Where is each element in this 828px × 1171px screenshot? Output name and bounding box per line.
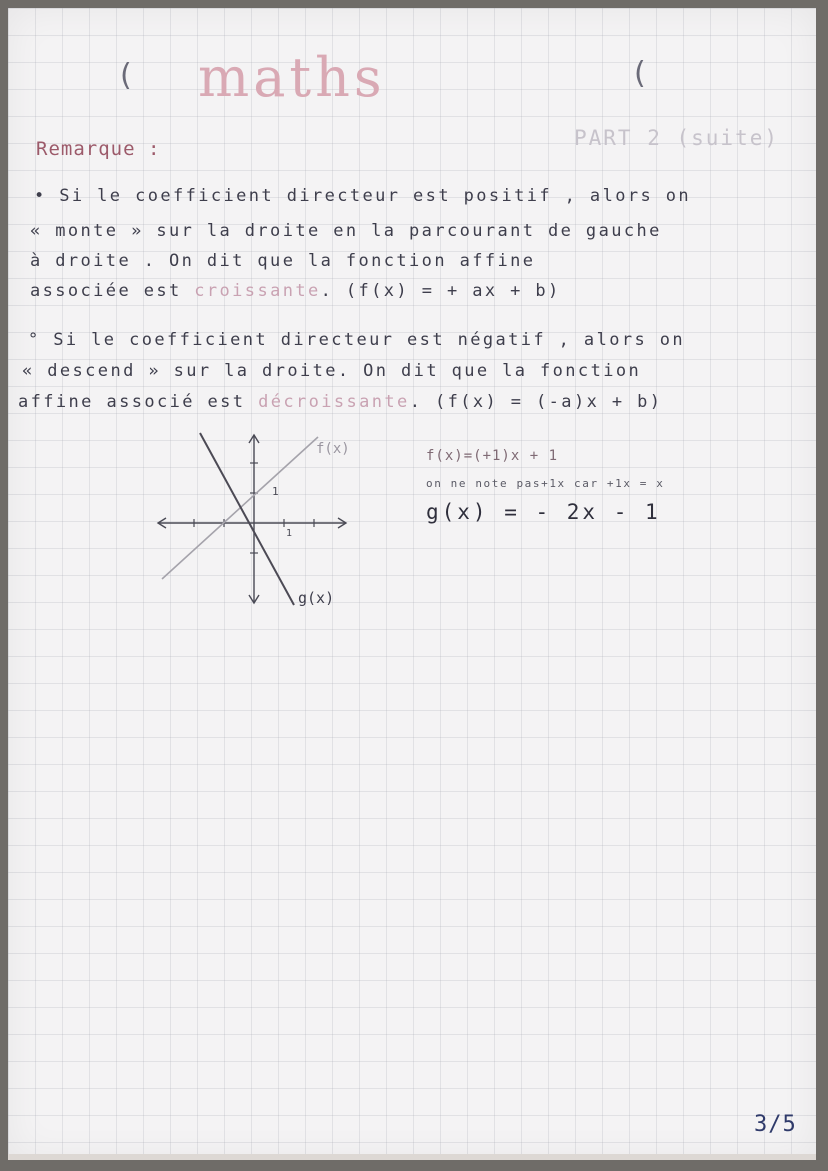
g-line — [200, 433, 294, 605]
para2-line3-start: affine associé est — [18, 392, 259, 412]
part-label: PART 2 (suite) — [574, 126, 780, 150]
para1-line4-end: . (f(x) = + ax + b) — [320, 281, 561, 301]
para1-line2: « monte » sur la droite en la parcourant de gauche — [30, 221, 662, 241]
para2-line1: ° Si le coefficient directeur est négatif , alors on — [28, 330, 686, 350]
title-paren-right: ( — [634, 56, 646, 91]
title-paren-left: ( — [120, 58, 132, 93]
page-number: 3/5 — [754, 1112, 797, 1137]
g-label: g(x) — [298, 589, 335, 607]
para1-line3: à droite . On dit que la fonction affine — [30, 251, 536, 271]
croissante-word: croissante — [194, 281, 321, 301]
page-bottom-edge — [8, 1154, 816, 1160]
decroissante-word: décroissante — [258, 392, 410, 412]
para2-line3 — [18, 392, 662, 412]
affine-functions-graph — [148, 423, 388, 623]
para2-line2: « descend » sur la droite. On dit que la fonction — [22, 361, 642, 381]
notebook-page — [8, 8, 816, 1160]
f-label: f(x) — [316, 441, 350, 457]
remarque-heading: Remarque : — [36, 138, 161, 160]
f-equation: f(x)=(+1)x + 1 — [426, 448, 559, 464]
equation-note: on ne note pas+1x car +1x = x — [426, 477, 665, 490]
para1-line4-start: associée est — [30, 281, 195, 301]
page-title: maths — [198, 46, 386, 109]
y-tick-label: 1 — [272, 485, 279, 498]
para1-line1: • Si le coefficient directeur est positif , alors on — [34, 186, 692, 206]
para1-line4 — [30, 281, 561, 301]
para2-line3-end: . (f(x) = (-a)x + b) — [409, 392, 663, 412]
g-equation: g(x) = - 2x - 1 — [426, 500, 661, 524]
x-tick-label: 1 — [286, 528, 293, 539]
